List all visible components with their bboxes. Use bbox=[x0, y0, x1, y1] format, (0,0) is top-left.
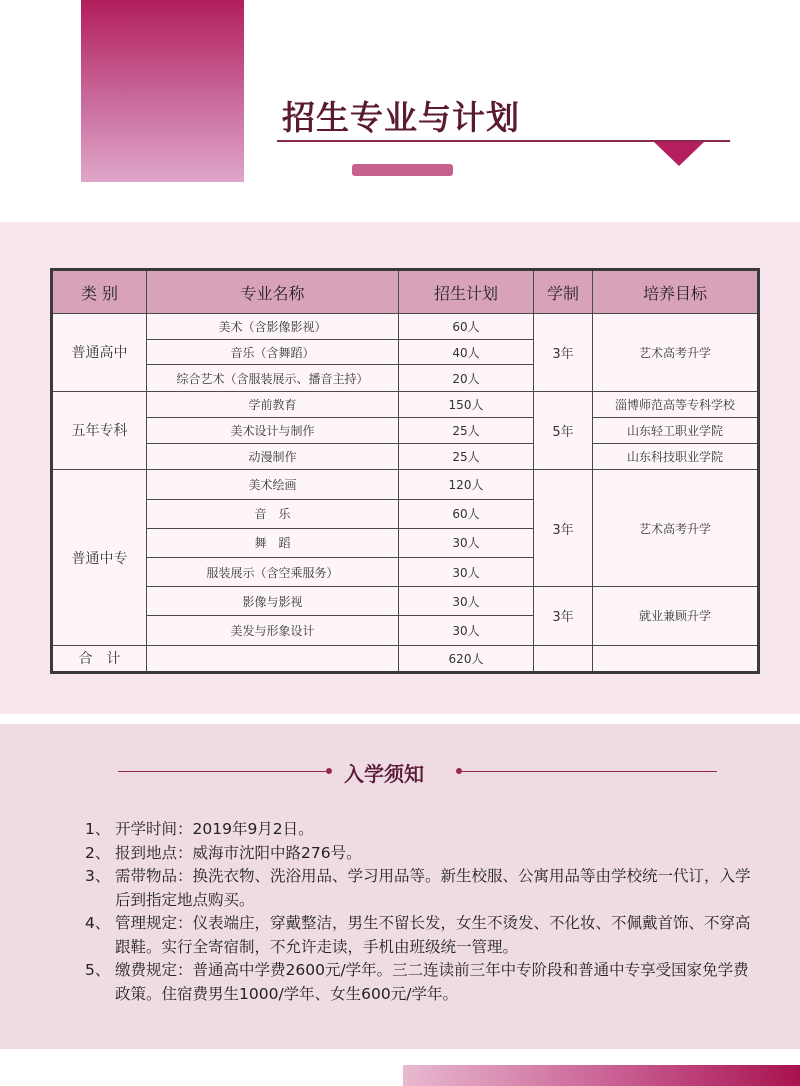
goal-cell: 山东轻工职业学院 bbox=[593, 417, 759, 443]
table-row bbox=[52, 391, 759, 417]
plan-cell: 60人 bbox=[399, 314, 534, 340]
item-text: 开学时间：2019年9月2日。 bbox=[115, 820, 314, 838]
goal-cell: 淄博师范高等专科学校 bbox=[593, 391, 759, 417]
table-row bbox=[52, 417, 759, 443]
major-cell: 动漫制作 bbox=[147, 444, 399, 470]
title-triangle-decor bbox=[654, 142, 704, 166]
item-number: 4、 bbox=[85, 914, 111, 932]
page-title: 招生专业与计划 bbox=[282, 98, 520, 137]
item-text: 需带物品：换洗衣物、洗浴用品、学习用品等。新生校服、公寓用品等由学校统一代订，入学后到指定地点购买。 bbox=[115, 867, 751, 909]
enrollment-plan-table bbox=[50, 268, 760, 674]
major-cell: 服装展示（含空乘服务） bbox=[147, 558, 399, 587]
list-item bbox=[85, 842, 755, 866]
plan-cell: 30人 bbox=[399, 616, 534, 645]
major-cell: 美术设计与制作 bbox=[147, 417, 399, 443]
goal-cell: 艺术高考升学 bbox=[593, 314, 759, 392]
table-row bbox=[52, 444, 759, 470]
plan-cell: 40人 bbox=[399, 340, 534, 365]
item-text: 缴费规定：普通高中学费2600元/学年。三二连读前三年中专阶段和普通中专享受国家免学费政策。住宿费男生1000/学年、女生600元/学年。 bbox=[115, 961, 749, 1003]
plan-cell: 25人 bbox=[399, 417, 534, 443]
notice-title-line-right bbox=[462, 771, 717, 772]
col-header-duration: 学制 bbox=[534, 270, 593, 314]
major-cell: 美术绘画 bbox=[147, 470, 399, 499]
item-number: 3、 bbox=[85, 867, 111, 885]
plan-cell: 20人 bbox=[399, 365, 534, 391]
duration-cell: 5年 bbox=[534, 391, 593, 470]
col-header-goal: 培养目标 bbox=[593, 270, 759, 314]
notice-title: 入学须知 bbox=[344, 762, 424, 786]
duration-cell: 3年 bbox=[534, 587, 593, 645]
total-major-empty bbox=[147, 645, 399, 672]
item-number: 1、 bbox=[85, 820, 111, 838]
plan-cell: 30人 bbox=[399, 587, 534, 616]
plan-cell: 120人 bbox=[399, 470, 534, 499]
title-pill-decor bbox=[352, 164, 453, 176]
major-cell: 音乐（含舞蹈） bbox=[147, 340, 399, 365]
category-cell: 五年专科 bbox=[52, 391, 147, 470]
item-number: 2、 bbox=[85, 843, 111, 862]
plan-cell: 30人 bbox=[399, 528, 534, 557]
major-cell: 舞 蹈 bbox=[147, 528, 399, 557]
plan-cell: 25人 bbox=[399, 444, 534, 470]
total-row bbox=[52, 645, 759, 672]
duration-cell: 3年 bbox=[534, 314, 593, 392]
table-header-row bbox=[52, 270, 759, 314]
list-item bbox=[85, 818, 755, 842]
list-item bbox=[85, 912, 755, 959]
goal-cell: 山东科技职业学院 bbox=[593, 444, 759, 470]
category-cell: 普通高中 bbox=[52, 314, 147, 392]
notice-list bbox=[85, 818, 755, 1006]
item-text: 报到地点：威海市沈阳中路276号。 bbox=[115, 843, 362, 862]
item-number: 5、 bbox=[85, 961, 111, 979]
plan-cell: 30人 bbox=[399, 558, 534, 587]
col-header-major: 专业名称 bbox=[147, 270, 399, 314]
category-cell: 普通中专 bbox=[52, 470, 147, 645]
plan-cell: 150人 bbox=[399, 391, 534, 417]
major-cell: 美发与形象设计 bbox=[147, 616, 399, 645]
major-cell: 音 乐 bbox=[147, 499, 399, 528]
table-row bbox=[52, 470, 759, 499]
notice-title-dot-left bbox=[326, 768, 332, 774]
major-cell: 学前教育 bbox=[147, 391, 399, 417]
list-item bbox=[85, 865, 755, 912]
col-header-plan: 招生计划 bbox=[399, 270, 534, 314]
top-decor-block bbox=[81, 0, 244, 182]
major-cell: 影像与影视 bbox=[147, 587, 399, 616]
total-plan: 620人 bbox=[399, 645, 534, 672]
list-item bbox=[85, 959, 755, 1006]
col-header-category: 类 别 bbox=[52, 270, 147, 314]
notice-title-line-left bbox=[118, 771, 326, 772]
goal-cell: 艺术高考升学 bbox=[593, 470, 759, 587]
table-row bbox=[52, 587, 759, 616]
major-cell: 美术（含影像影视） bbox=[147, 314, 399, 340]
item-text: 管理规定：仪表端庄，穿戴整洁，男生不留长发，女生不烫发、不化妆、不佩戴首饰、不穿高跟鞋。实行全寄宿制，不允许走读，手机由班级统一管理。 bbox=[115, 914, 751, 956]
total-duration-empty bbox=[534, 645, 593, 672]
duration-cell: 3年 bbox=[534, 470, 593, 587]
plan-cell: 60人 bbox=[399, 499, 534, 528]
major-cell: 综合艺术（含服装展示、播音主持） bbox=[147, 365, 399, 391]
total-goal-empty bbox=[593, 645, 759, 672]
total-label: 合 计 bbox=[52, 645, 147, 672]
goal-cell: 就业兼顾升学 bbox=[593, 587, 759, 645]
bottom-decor-bar bbox=[403, 1065, 800, 1086]
table-row bbox=[52, 314, 759, 340]
